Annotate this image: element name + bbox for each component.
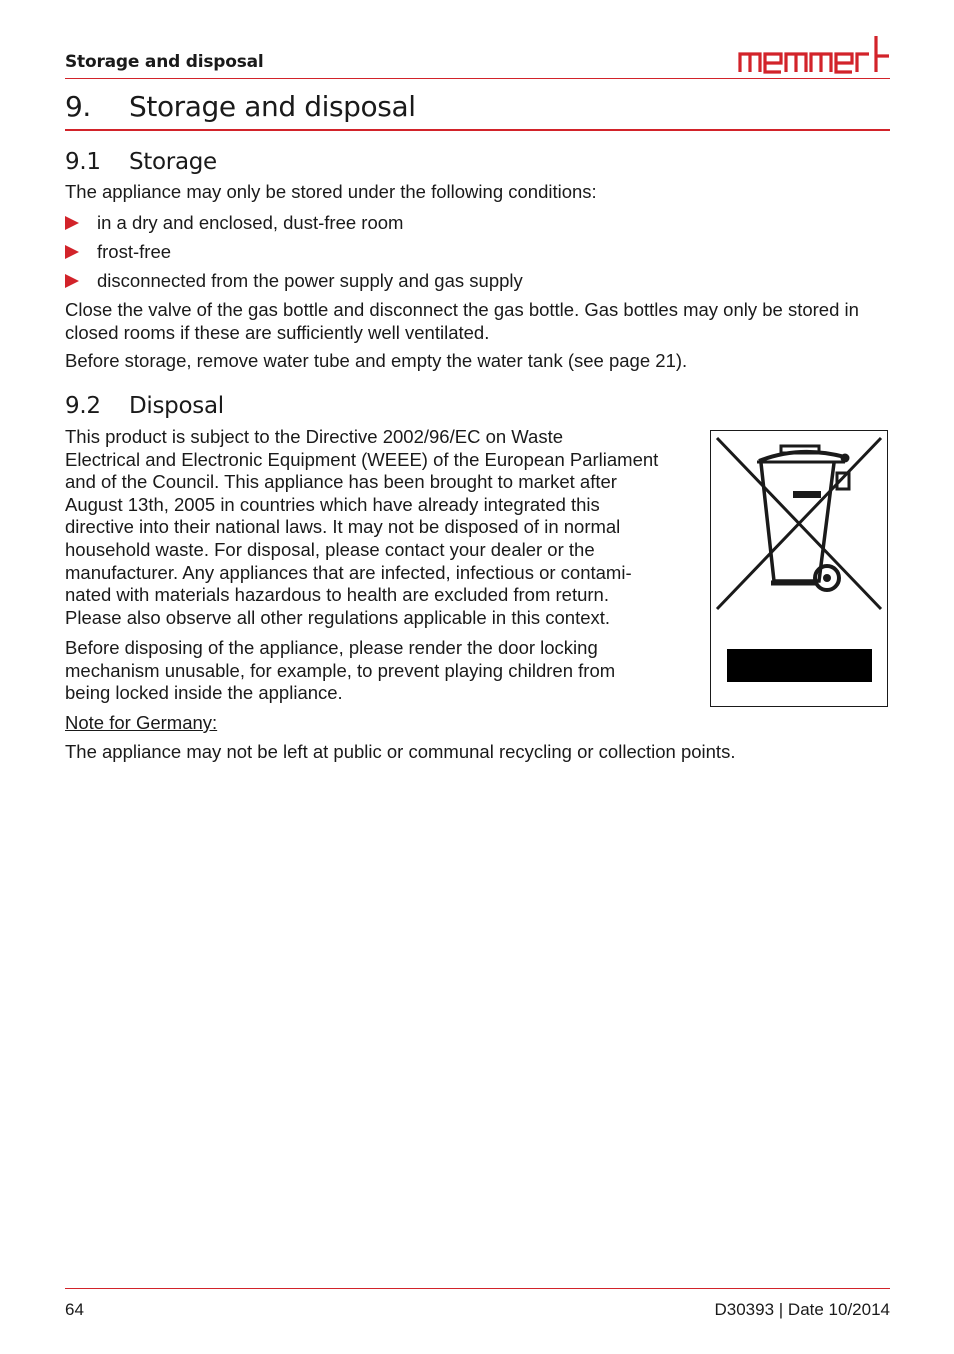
bullet-arrow-icon (65, 245, 79, 259)
door-lock-paragraph: Before disposing of the appliance, please render the door locking mechanism unusable, for example, to prevent playing children from being locked inside the appliance. (65, 637, 616, 704)
crossed-out-wheelie-bin-icon (711, 431, 887, 706)
memmert-logo-icon (738, 32, 890, 74)
storage-number: 9.1 (65, 149, 101, 175)
bullet-arrow-icon (65, 274, 79, 288)
gas-bottle-note: Close the valve of the gas bottle and disconnect the gas bottle. Gas bottles may only be stored in closed rooms if these are sufficiently well ventilated. (65, 299, 859, 343)
condition-item: disconnected from the power supply and gas supply (65, 270, 523, 292)
header-section-title: Storage and disposal (65, 52, 264, 72)
storage-heading (65, 147, 217, 177)
document-page (65, 0, 890, 1354)
page-header (65, 30, 890, 79)
bullet-arrow-icon (65, 216, 79, 230)
disposal-number: 9.2 (65, 393, 101, 419)
condition-item: frost-free (65, 241, 171, 263)
weee-directive-paragraph: This product is subject to the Directive 2002/96/EC on Waste Electrical and Electronic Equipment (WEEE) of the European Parliament and of the Council. This appliance has been brought to market after August 13th, 2005 in countries which have already integrated this directive into their national laws. It may not be disposed of in normal household waste. For disposal, please contact your dealer or the manufacturer. Any appliances that are infected, infectious or contami- nated with materials hazardous to health are excluded from return. Please also observe all other regulations applicable in this context. (65, 426, 659, 628)
footer-divider (65, 1288, 890, 1289)
storage-intro: The appliance may only be stored under the following conditions: (65, 181, 597, 202)
water-tank-note: Before storage, remove water tube and empty the water tank (see page 21). (65, 350, 688, 371)
germany-note-text: The appliance may not be left at public or communal recycling or collection points. (65, 741, 736, 762)
page-number: 64 (65, 1300, 84, 1319)
brand-logo (738, 32, 890, 74)
germany-note-label: Note for Germany: (65, 712, 218, 733)
condition-item: in a dry and enclosed, dust-free room (65, 212, 403, 234)
disposal-title: Disposal (129, 393, 224, 419)
weee-symbol (710, 430, 888, 707)
chapter-title: Storage and disposal (129, 90, 416, 123)
disposal-heading (65, 391, 224, 421)
chapter-number: 9. (65, 90, 91, 123)
document-info: D30393 | Date 10/2014 (714, 1300, 890, 1319)
chapter-heading (65, 88, 890, 131)
storage-title: Storage (129, 149, 217, 175)
